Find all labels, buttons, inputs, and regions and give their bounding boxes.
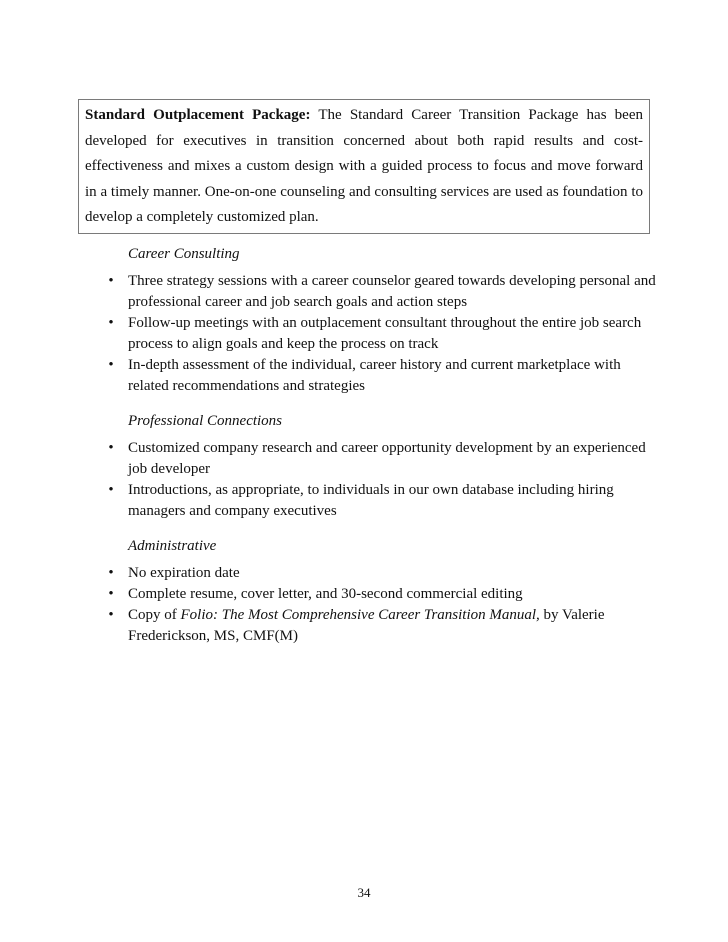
list-item-text: Introductions, as appropriate, to individuals in our own database including hiring managers and company executives bbox=[128, 482, 614, 519]
bullet-icon: • bbox=[108, 273, 114, 289]
list-item-text: Follow-up meetings with an outplacement consultant throughout the entire job search process to align goals and keep the process on track bbox=[128, 315, 642, 352]
list-item-text: Complete resume, cover letter, and 30-second commercial editing bbox=[128, 586, 523, 602]
bullet-icon: • bbox=[108, 607, 114, 623]
list-item bbox=[100, 584, 660, 605]
list-item bbox=[100, 438, 660, 480]
list-item-text: Three strategy sessions with a career counselor geared towards developing personal and professional career and job search goals and action steps bbox=[128, 273, 656, 310]
list-item-text: No expiration date bbox=[128, 565, 240, 581]
list-item bbox=[100, 480, 660, 522]
list-item-text: In-depth assessment of the individual, career history and current marketplace with related recommendations and strategies bbox=[128, 357, 621, 394]
package-description-box bbox=[78, 99, 650, 234]
section-heading: Career Consulting bbox=[128, 246, 240, 262]
section-administrative bbox=[100, 536, 660, 647]
bullet-list bbox=[100, 563, 660, 647]
list-item-text: Customized company research and career opportunity development by an experienced job developer bbox=[128, 440, 646, 477]
bullet-icon: • bbox=[108, 565, 114, 581]
bullet-icon: • bbox=[108, 482, 114, 498]
package-label: Standard Outplacement Package: bbox=[85, 107, 311, 123]
section-heading: Administrative bbox=[128, 538, 217, 554]
page-number: 34 bbox=[357, 885, 371, 900]
list-item bbox=[100, 355, 660, 397]
section-professional-connections bbox=[100, 411, 660, 522]
bullet-list bbox=[100, 438, 660, 522]
bullet-icon: • bbox=[108, 586, 114, 602]
section-heading: Professional Connections bbox=[128, 413, 283, 429]
bullet-list bbox=[100, 271, 660, 397]
bullet-icon: • bbox=[108, 440, 114, 456]
manual-title: Folio: The Most Comprehensive Career Transition Manual, bbox=[180, 607, 540, 623]
bullet-icon: • bbox=[108, 357, 114, 373]
list-item bbox=[100, 271, 660, 313]
list-item bbox=[100, 563, 660, 584]
bullet-icon: • bbox=[108, 315, 114, 331]
item-suffix: by Valerie Frederickson, MS, CMF(M) bbox=[128, 607, 605, 644]
list-item bbox=[100, 605, 660, 647]
list-item-text bbox=[128, 607, 605, 644]
item-prefix: Copy of bbox=[128, 607, 181, 623]
section-career-consulting bbox=[100, 244, 660, 397]
list-item bbox=[100, 313, 660, 355]
package-description: The Standard Career Transition Package has been developed for executives in transition concerned about both rapid results and cost-effectiveness and mixes a custom design with a guided process to focus and move forward in a timely manner. One-on-one counseling and consulting services are used as foundation to develop a completely customized plan. bbox=[85, 107, 643, 225]
